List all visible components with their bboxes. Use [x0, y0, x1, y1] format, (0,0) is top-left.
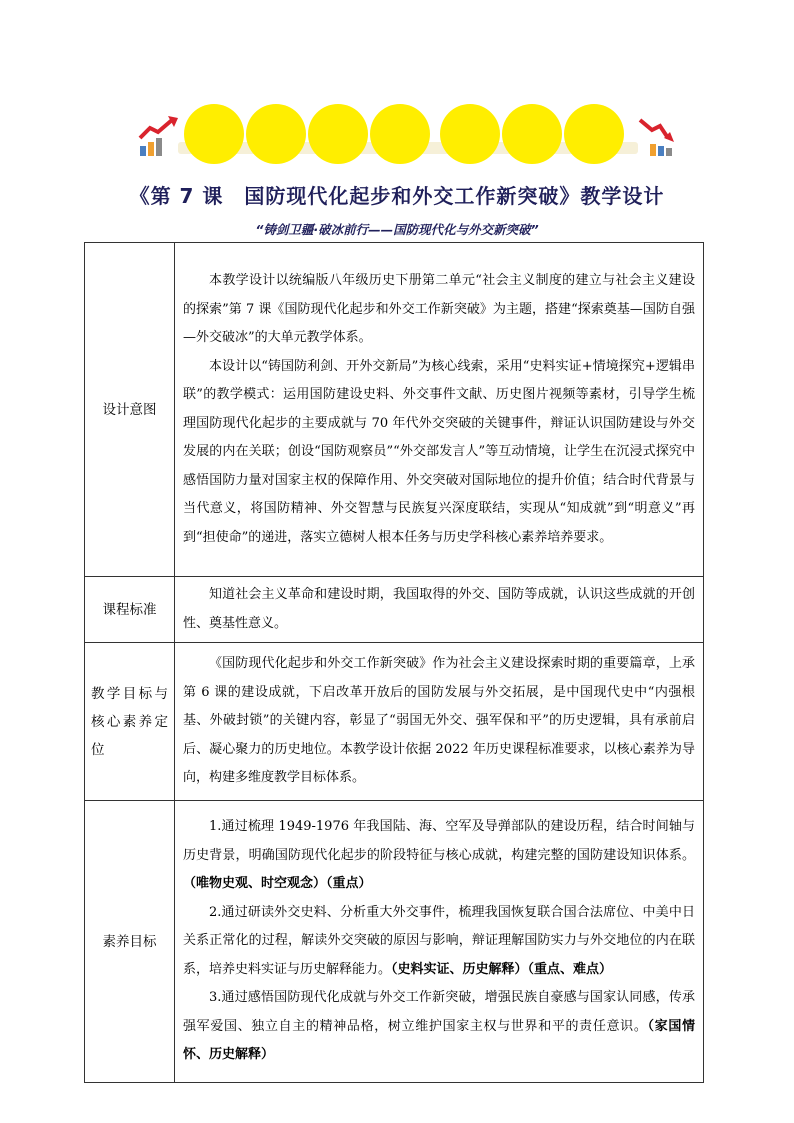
goal-text: 3.通过感悟国防现代化成就与外交工作新突破，增强民族自豪感与国家认同感，传承强军爱国、独立自主的精神品格，树立维护国家主权与世界和平的责任意识。	[183, 990, 695, 1034]
title-banner	[138, 104, 678, 160]
page-subtitle: “铸剑卫疆·破冰前行——国防现代化与外交新突破”	[255, 222, 539, 237]
row-label: 教学目标与核心素养定位	[85, 643, 175, 801]
table-row	[85, 243, 704, 577]
banner-circle	[246, 104, 306, 164]
row-content	[175, 243, 704, 577]
goal-text: 2.通过研读外交史料、分析重大外交事件，梳理我国恢复联合国合法席位、中美中日关系正常化的过程，解读外交突破的原因与影响，辩证理解国防实力与外交地位的内在联系，培养史料实证与历史解释能力。	[183, 904, 695, 977]
banner-circle	[564, 104, 624, 164]
goal-tag: （家国情怀、历史解释）	[183, 1018, 695, 1063]
falling-chart-icon	[636, 116, 678, 160]
banner-circle	[440, 104, 500, 164]
goal-tag: （史料实证、历史解释）（重点、难点）	[391, 961, 613, 977]
banner-circle	[184, 104, 244, 164]
table-row	[85, 577, 704, 643]
goal-tag: （唯物史观、时空观念）（重点）	[183, 876, 372, 892]
row-content	[175, 801, 704, 1083]
paragraph: 知道社会主义革命和建设时期，我国取得的外交、国防等成就，认识这些成就的开创性、奠基性意义。	[183, 587, 695, 631]
rising-chart-icon	[138, 116, 180, 160]
banner-circle	[308, 104, 368, 164]
row-label: 课程标准	[85, 577, 175, 643]
banner-circle	[370, 104, 430, 164]
row-label: 素养目标	[85, 801, 175, 1083]
page-title: 《第 7 课 国防现代化起步和外交工作新突破》教学设计	[129, 184, 665, 208]
goal-item	[183, 813, 695, 899]
paragraph: 本教学设计以统编版八年级历史下册第二单元“社会主义制度的建立与社会主义建设的探索”第 7 课《国防现代化起步和外交工作新突破》为主题，搭建“探索奠基—国防自强—外交破冰”的大单元教学体系。	[183, 273, 695, 345]
table-row	[85, 643, 704, 801]
row-content	[175, 577, 704, 643]
paragraph: 本设计以“铸国防利剑、开外交新局”为核心线索，采用“史料实证+情境探究+逻辑串联”的教学模式：运用国防建设史料、外交事件文献、历史图片视频等素材，引导学生梳理国防现代化起步的主要成就与 70 年代外交突破的关键事件，辩证认识国防建设与外交发展的内在关联；创设“国防观察员”“外交部发言人”等互动情境，让学生在沉浸式探究中感悟国防力量对国家主权的保障作用、外交突破对国际地位的提升价值；结合时代背景与当代意义，将国防精神、外交智慧与民族复兴深度联结，实现从“知成就”到“明意义”再到“担使命”的递进，落实立德树人根本任务与历史学科核心素养培养要求。	[183, 358, 695, 545]
paragraph: 《国防现代化起步和外交工作新突破》作为社会主义建设探索时期的重要篇章，上承第 6 课的建设成就，下启改革开放后的国防发展与外交拓展，是中国现代史中“内强根基、外破封锁”的关键内容，彰显了“弱国无外交、强军保和平”的历史逻辑，具有承前启后、凝心聚力的历史地位。本教学设计依据 2022 年历史课程标准要求，以核心素养为导向，构建多维度教学目标体系。	[183, 656, 695, 786]
row-content	[175, 643, 704, 801]
table-row	[85, 801, 704, 1083]
design-table	[84, 242, 704, 1083]
goal-item	[183, 984, 695, 1070]
goal-text: 1.通过梳理 1949-1976 年我国陆、海、空军及导弹部队的建设历程，结合时间轴与历史背景，明确国防现代化起步的阶段特征与核心成就，构建完整的国防建设知识体系。	[183, 819, 695, 863]
row-label: 设计意图	[85, 243, 175, 577]
goal-item	[183, 899, 695, 985]
banner-circle	[502, 104, 562, 164]
